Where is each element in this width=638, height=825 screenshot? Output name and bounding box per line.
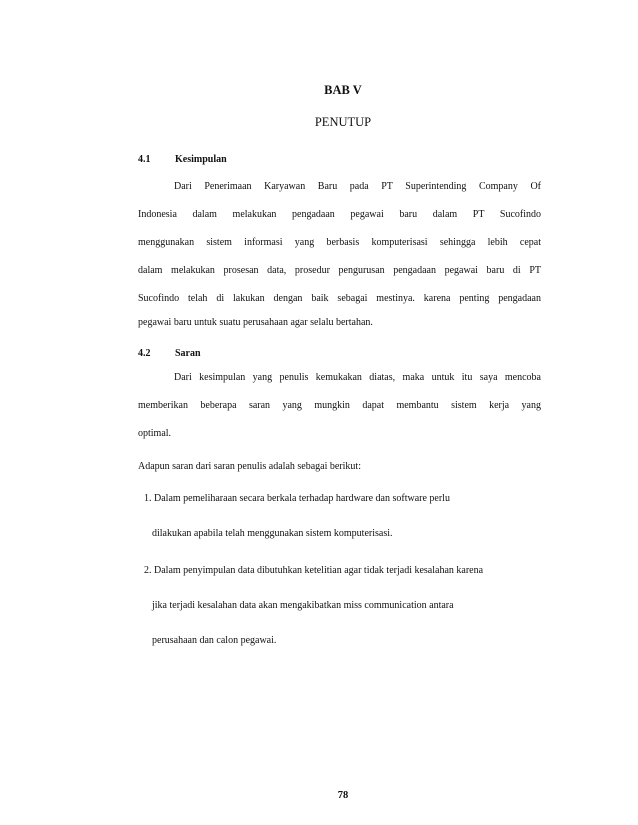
paragraph-line: Dari kesimpulan yang penulis kemukakan diatas, maka untuk itu saya mencoba — [174, 372, 541, 383]
paragraph-line: Sucofindo telah di lakukan dengan baik sebagai mestinya. karena penting pengadaan — [138, 293, 541, 304]
page-number: 78 — [337, 790, 349, 801]
paragraph-line: memberikan beberapa saran yang mungkin dapat membantu sistem kerja yang — [138, 400, 541, 411]
paragraph-line: Indonesia dalam melakukan pengadaan pegawai baru dalam PT Sucofindo — [138, 209, 541, 220]
paragraph-line: dalam melakukan prosesan data, prosedur pengurusan pengadaan pegawai baru di PT — [138, 265, 541, 276]
chapter-label: BAB V — [324, 83, 362, 97]
list-item-line: 2. Dalam penyimpulan data dibutuhkan ketelitian agar tidak terjadi kesalahan karena — [144, 565, 484, 576]
section-number: 4.1 — [138, 154, 151, 165]
section-number: 4.2 — [138, 348, 151, 359]
paragraph-line: pegawai baru untuk suatu perusahaan agar selalu bertahan. — [138, 317, 373, 328]
list-item-line: perusahaan dan calon pegawai. — [152, 635, 277, 646]
paragraph-line: menggunakan sistem informasi yang berbasis komputerisasi sehingga lebih cepat — [138, 237, 541, 248]
list-item-line: jika terjadi kesalahan data akan mengakibatkan miss communication antara — [152, 600, 454, 611]
list-item-line: dilakukan apabila telah menggunakan sistem komputerisasi. — [152, 528, 393, 539]
list-intro: Adapun saran dari saran penulis adalah sebagai berikut: — [138, 461, 361, 472]
paragraph-line: Dari Penerimaan Karyawan Baru pada PT Superintending Company Of — [174, 181, 541, 192]
section-heading: Kesimpulan — [175, 154, 227, 165]
paragraph-line: optimal. — [138, 428, 172, 439]
list-item-line: 1. Dalam pemeliharaan secara berkala terhadap hardware dan software perlu — [144, 493, 450, 504]
section-heading: Saran — [175, 348, 201, 359]
chapter-title: PENUTUP — [314, 115, 372, 129]
